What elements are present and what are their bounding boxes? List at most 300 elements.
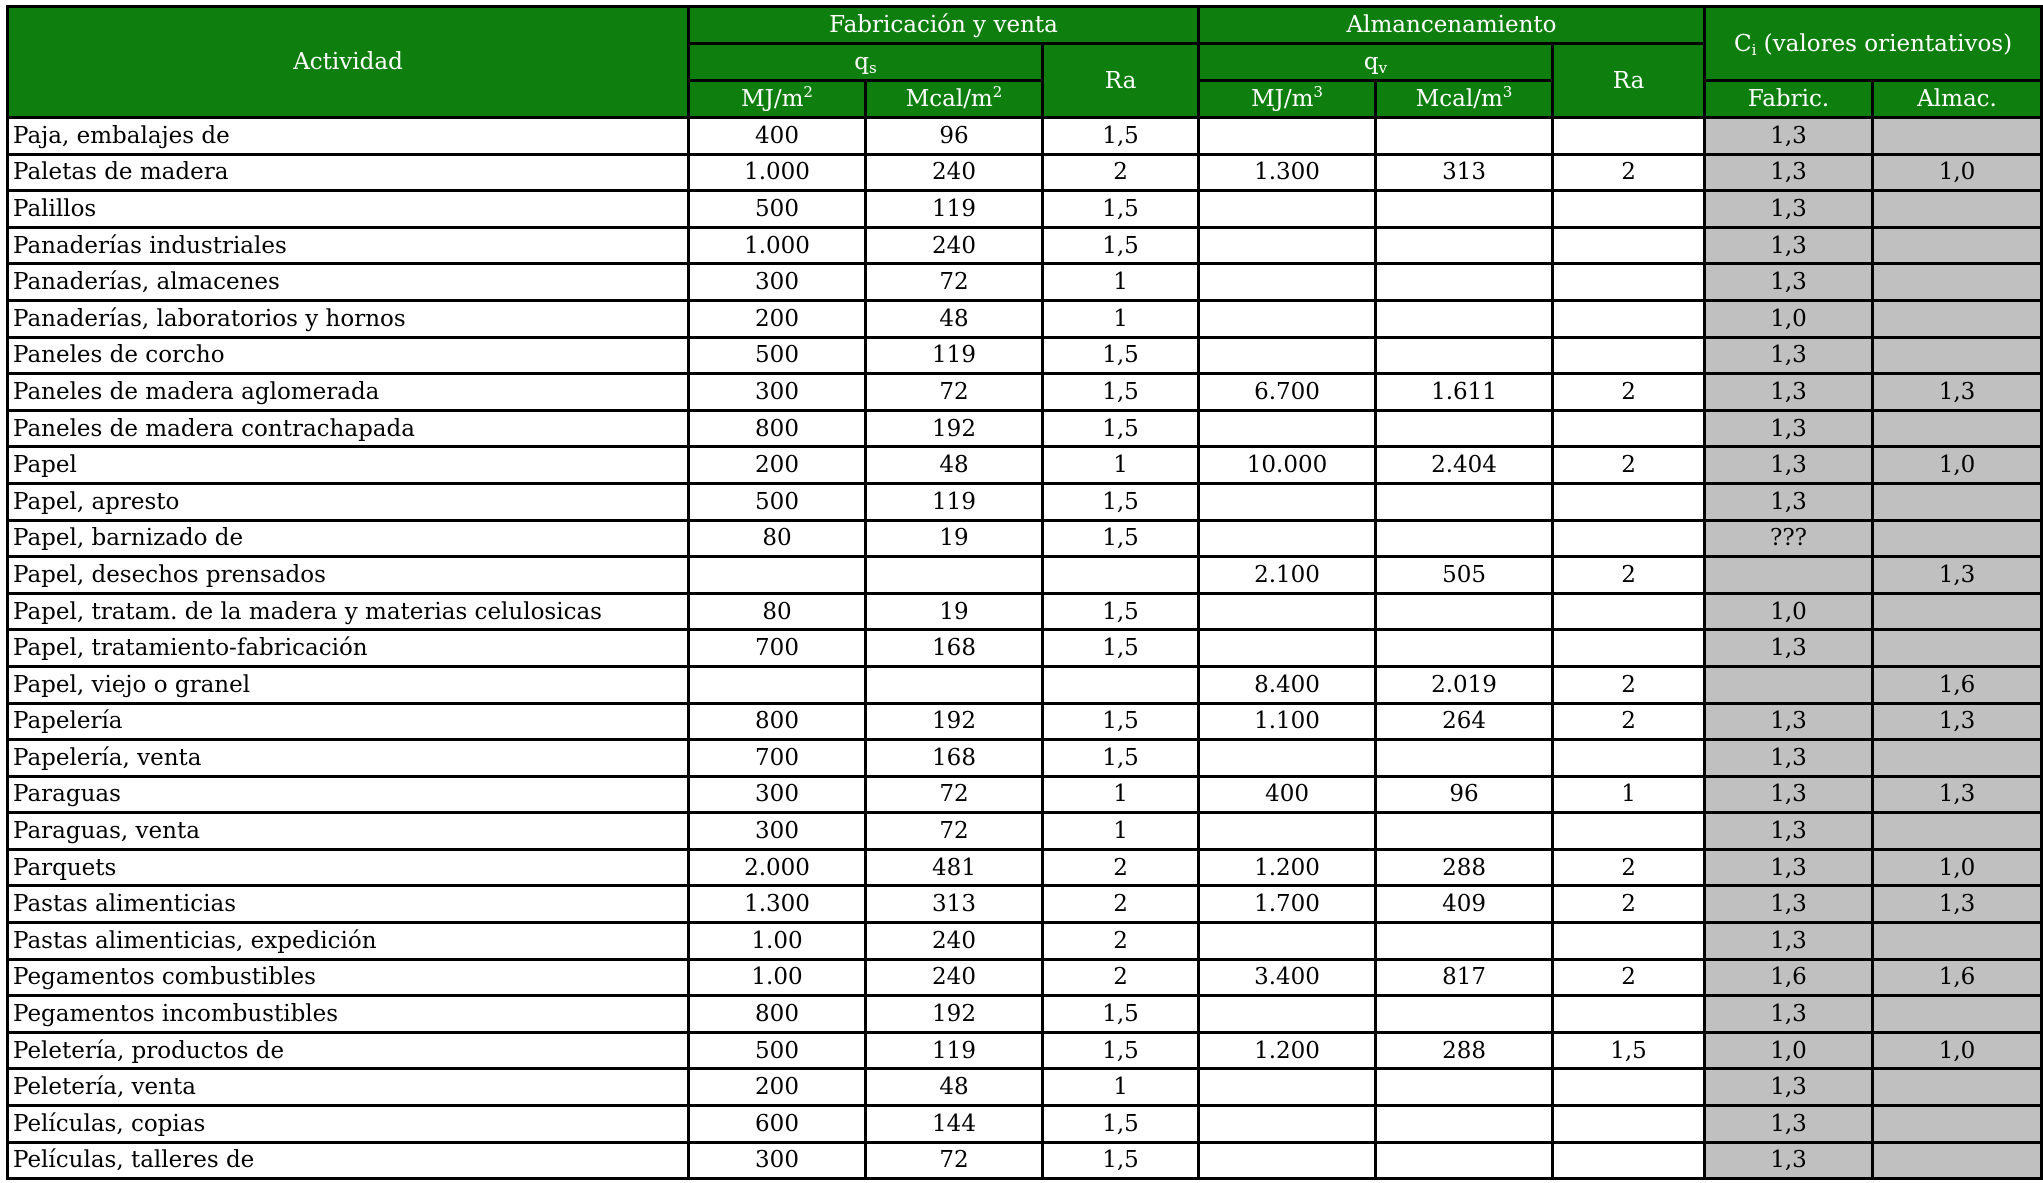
cell-ra-almacenamiento bbox=[1553, 630, 1705, 667]
cell-qs-mj-m2: 500 bbox=[689, 191, 866, 228]
cell-ra-fabricacion: 2 bbox=[1043, 154, 1199, 191]
table-row bbox=[8, 593, 2042, 630]
cell-qs-mcal-m2: 240 bbox=[866, 154, 1043, 191]
cell-ci-almac bbox=[1873, 520, 2042, 557]
cell-ci-fabric: 1,3 bbox=[1705, 923, 1873, 960]
cell-qs-mj-m2: 200 bbox=[689, 447, 866, 484]
header-ra-fabricacion: Ra bbox=[1043, 44, 1199, 118]
cell-ra-almacenamiento bbox=[1553, 593, 1705, 630]
cell-ci-almac bbox=[1873, 923, 2042, 960]
cell-actividad: Pastas alimenticias bbox=[8, 886, 689, 923]
cell-ci-fabric: 1,3 bbox=[1705, 1069, 1873, 1106]
cell-actividad: Papel, tratamiento-fabricación bbox=[8, 630, 689, 667]
cell-ra-fabricacion: 1,5 bbox=[1043, 593, 1199, 630]
cell-ra-almacenamiento bbox=[1553, 520, 1705, 557]
cell-ra-fabricacion: 1,5 bbox=[1043, 740, 1199, 777]
cell-qs-mcal-m2: 192 bbox=[866, 703, 1043, 740]
header-ci: $C_i$ (valores orientativos) bbox=[1705, 7, 2042, 81]
cell-qs-mcal-m2: 119 bbox=[866, 337, 1043, 374]
cell-ci-fabric: 1,3 bbox=[1705, 227, 1873, 264]
cell-qv-mj-m3 bbox=[1199, 630, 1376, 667]
cell-ra-fabricacion: 2 bbox=[1043, 923, 1199, 960]
cell-ci-almac: 1,0 bbox=[1873, 849, 2042, 886]
cell-qs-mcal-m2: 48 bbox=[866, 1069, 1043, 1106]
cell-qv-mcal-m3: 96 bbox=[1376, 776, 1553, 813]
cell-ra-fabricacion: 1,5 bbox=[1043, 520, 1199, 557]
cell-ci-almac: 1,0 bbox=[1873, 447, 2042, 484]
cell-ci-almac: 1,3 bbox=[1873, 776, 2042, 813]
table-row bbox=[8, 666, 2042, 703]
cell-qv-mcal-m3 bbox=[1376, 410, 1553, 447]
table-row bbox=[8, 813, 2042, 850]
cell-qv-mj-m3 bbox=[1199, 118, 1376, 155]
cell-qs-mcal-m2: 72 bbox=[866, 374, 1043, 411]
cell-qs-mj-m2: 800 bbox=[689, 996, 866, 1033]
cell-ci-almac: 1,3 bbox=[1873, 886, 2042, 923]
cell-ra-fabricacion: 1,5 bbox=[1043, 410, 1199, 447]
table-row bbox=[8, 374, 2042, 411]
activity-fire-load-table bbox=[6, 5, 2043, 1180]
cell-ra-almacenamiento bbox=[1553, 813, 1705, 850]
table-header bbox=[8, 7, 2042, 118]
cell-ra-fabricacion: 1,5 bbox=[1043, 1106, 1199, 1143]
cell-ci-almac bbox=[1873, 300, 2042, 337]
cell-ci-almac: 1,6 bbox=[1873, 666, 2042, 703]
cell-ra-almacenamiento: 2 bbox=[1553, 886, 1705, 923]
table-row bbox=[8, 447, 2042, 484]
table-row bbox=[8, 410, 2042, 447]
cell-ci-fabric: 1,3 bbox=[1705, 740, 1873, 777]
table-row bbox=[8, 483, 2042, 520]
cell-ci-fabric: 1,3 bbox=[1705, 1106, 1873, 1143]
cell-actividad: Paraguas bbox=[8, 776, 689, 813]
cell-ci-fabric: 1,3 bbox=[1705, 996, 1873, 1033]
cell-qs-mj-m2: 1.000 bbox=[689, 227, 866, 264]
cell-qv-mj-m3: 10.000 bbox=[1199, 447, 1376, 484]
cell-ra-fabricacion: 2 bbox=[1043, 959, 1199, 996]
cell-qs-mj-m2: 300 bbox=[689, 776, 866, 813]
cell-actividad: Pegamentos combustibles bbox=[8, 959, 689, 996]
cell-ra-almacenamiento bbox=[1553, 410, 1705, 447]
cell-qv-mj-m3: 6.700 bbox=[1199, 374, 1376, 411]
cell-ci-fabric: 1,6 bbox=[1705, 959, 1873, 996]
cell-qs-mcal-m2: 72 bbox=[866, 813, 1043, 850]
cell-qv-mcal-m3 bbox=[1376, 118, 1553, 155]
cell-qs-mj-m2: 1.000 bbox=[689, 154, 866, 191]
cell-ra-almacenamiento: 2 bbox=[1553, 666, 1705, 703]
cell-ra-fabricacion: 1 bbox=[1043, 813, 1199, 850]
cell-qs-mj-m2: 200 bbox=[689, 300, 866, 337]
cell-ci-fabric: 1,3 bbox=[1705, 849, 1873, 886]
cell-qs-mj-m2: 2.000 bbox=[689, 849, 866, 886]
cell-ci-fabric: 1,3 bbox=[1705, 483, 1873, 520]
cell-qs-mj-m2: 300 bbox=[689, 264, 866, 301]
cell-actividad: Paletas de madera bbox=[8, 154, 689, 191]
table-row bbox=[8, 849, 2042, 886]
cell-ci-fabric: 1,3 bbox=[1705, 337, 1873, 374]
cell-qs-mcal-m2: 119 bbox=[866, 483, 1043, 520]
cell-ra-almacenamiento bbox=[1553, 191, 1705, 228]
cell-ci-fabric: 1,3 bbox=[1705, 447, 1873, 484]
cell-qs-mj-m2: 800 bbox=[689, 410, 866, 447]
cell-ci-fabric: 1,3 bbox=[1705, 813, 1873, 850]
cell-ci-fabric bbox=[1705, 666, 1873, 703]
cell-qv-mcal-m3: 2.019 bbox=[1376, 666, 1553, 703]
cell-ra-fabricacion: 1 bbox=[1043, 1069, 1199, 1106]
cell-ci-almac bbox=[1873, 1069, 2042, 1106]
table-row bbox=[8, 191, 2042, 228]
cell-qv-mcal-m3 bbox=[1376, 593, 1553, 630]
cell-ci-fabric: 1,3 bbox=[1705, 410, 1873, 447]
cell-qv-mcal-m3 bbox=[1376, 630, 1553, 667]
cell-ra-fabricacion: 1 bbox=[1043, 300, 1199, 337]
cell-ci-almac bbox=[1873, 410, 2042, 447]
cell-actividad: Palillos bbox=[8, 191, 689, 228]
cell-ci-almac bbox=[1873, 813, 2042, 850]
cell-qs-mj-m2: 500 bbox=[689, 483, 866, 520]
cell-qv-mj-m3 bbox=[1199, 813, 1376, 850]
cell-ra-fabricacion: 1,5 bbox=[1043, 337, 1199, 374]
table-row bbox=[8, 300, 2042, 337]
cell-ra-almacenamiento bbox=[1553, 1106, 1705, 1143]
cell-actividad: Papelería, venta bbox=[8, 740, 689, 777]
table-row bbox=[8, 1069, 2042, 1106]
cell-qs-mj-m2 bbox=[689, 557, 866, 594]
cell-actividad: Paja, embalajes de bbox=[8, 118, 689, 155]
cell-ci-fabric: 1,3 bbox=[1705, 118, 1873, 155]
cell-qs-mcal-m2: 240 bbox=[866, 227, 1043, 264]
header-mcal-m2: Mcal/$m^2$ bbox=[866, 81, 1043, 118]
cell-qv-mj-m3: 1.300 bbox=[1199, 154, 1376, 191]
cell-ra-fabricacion: 1 bbox=[1043, 447, 1199, 484]
cell-actividad: Papel, desechos prensados bbox=[8, 557, 689, 594]
table-row bbox=[8, 776, 2042, 813]
cell-ci-almac: 1,3 bbox=[1873, 374, 2042, 411]
cell-ci-almac bbox=[1873, 593, 2042, 630]
cell-qv-mj-m3 bbox=[1199, 191, 1376, 228]
cell-qs-mcal-m2: 119 bbox=[866, 1032, 1043, 1069]
cell-qs-mj-m2: 1.00 bbox=[689, 959, 866, 996]
cell-ci-almac bbox=[1873, 740, 2042, 777]
cell-actividad: Películas, copias bbox=[8, 1106, 689, 1143]
cell-ra-fabricacion: 1,5 bbox=[1043, 1142, 1199, 1179]
table-row bbox=[8, 337, 2042, 374]
table-row bbox=[8, 996, 2042, 1033]
cell-ci-almac bbox=[1873, 264, 2042, 301]
header-mj-m3: $MJ/m^3$ bbox=[1199, 81, 1376, 118]
cell-qv-mj-m3 bbox=[1199, 740, 1376, 777]
cell-actividad: Películas, talleres de bbox=[8, 1142, 689, 1179]
table-row bbox=[8, 703, 2042, 740]
cell-actividad: Parquets bbox=[8, 849, 689, 886]
table-row bbox=[8, 557, 2042, 594]
cell-ra-fabricacion: 1,5 bbox=[1043, 1032, 1199, 1069]
cell-qs-mcal-m2: 168 bbox=[866, 630, 1043, 667]
cell-actividad: Papel, tratam. de la madera y materias celulosicas bbox=[8, 593, 689, 630]
table-row bbox=[8, 520, 2042, 557]
cell-qv-mj-m3 bbox=[1199, 520, 1376, 557]
cell-ra-almacenamiento: 2 bbox=[1553, 703, 1705, 740]
header-qs: $q_s$ bbox=[689, 44, 1043, 81]
cell-qs-mcal-m2: 168 bbox=[866, 740, 1043, 777]
cell-qs-mj-m2: 600 bbox=[689, 1106, 866, 1143]
cell-actividad: Papel, barnizado de bbox=[8, 520, 689, 557]
cell-qs-mj-m2: 300 bbox=[689, 374, 866, 411]
cell-ci-fabric: 1,0 bbox=[1705, 300, 1873, 337]
cell-ci-almac bbox=[1873, 118, 2042, 155]
cell-ra-fabricacion: 1,5 bbox=[1043, 227, 1199, 264]
cell-ra-almacenamiento: 1 bbox=[1553, 776, 1705, 813]
cell-ra-fabricacion bbox=[1043, 666, 1199, 703]
cell-ci-almac bbox=[1873, 630, 2042, 667]
cell-qv-mcal-m3 bbox=[1376, 483, 1553, 520]
cell-qv-mj-m3 bbox=[1199, 996, 1376, 1033]
header-actividad: Actividad bbox=[8, 7, 689, 118]
cell-qv-mj-m3: 1.200 bbox=[1199, 849, 1376, 886]
header-ra-almacenamiento: Ra bbox=[1553, 44, 1705, 118]
cell-ci-almac bbox=[1873, 227, 2042, 264]
cell-qv-mcal-m3: 2.404 bbox=[1376, 447, 1553, 484]
cell-qs-mcal-m2 bbox=[866, 557, 1043, 594]
cell-qv-mcal-m3: 288 bbox=[1376, 1032, 1553, 1069]
cell-ci-almac: 1,0 bbox=[1873, 154, 2042, 191]
cell-qs-mcal-m2: 19 bbox=[866, 520, 1043, 557]
cell-ra-fabricacion: 1 bbox=[1043, 264, 1199, 301]
cell-ci-fabric: ??? bbox=[1705, 520, 1873, 557]
cell-ra-almacenamiento: 2 bbox=[1553, 849, 1705, 886]
cell-qv-mcal-m3 bbox=[1376, 923, 1553, 960]
cell-ci-fabric bbox=[1705, 557, 1873, 594]
cell-ci-almac bbox=[1873, 337, 2042, 374]
cell-qv-mj-m3 bbox=[1199, 1069, 1376, 1106]
cell-qv-mj-m3 bbox=[1199, 264, 1376, 301]
cell-qv-mj-m3: 1.200 bbox=[1199, 1032, 1376, 1069]
cell-ra-fabricacion: 1,5 bbox=[1043, 191, 1199, 228]
cell-qv-mcal-m3 bbox=[1376, 1106, 1553, 1143]
cell-qv-mcal-m3: 817 bbox=[1376, 959, 1553, 996]
cell-ra-fabricacion: 1,5 bbox=[1043, 996, 1199, 1033]
header-fabric: Fabric. bbox=[1705, 81, 1873, 118]
cell-ci-fabric: 1,3 bbox=[1705, 1142, 1873, 1179]
cell-ra-almacenamiento bbox=[1553, 923, 1705, 960]
cell-ra-fabricacion: 2 bbox=[1043, 849, 1199, 886]
cell-qs-mcal-m2: 313 bbox=[866, 886, 1043, 923]
cell-ci-fabric: 1,0 bbox=[1705, 1032, 1873, 1069]
cell-ci-fabric: 1,3 bbox=[1705, 630, 1873, 667]
cell-actividad: Paneles de madera aglomerada bbox=[8, 374, 689, 411]
cell-qs-mj-m2 bbox=[689, 666, 866, 703]
cell-ci-fabric: 1,3 bbox=[1705, 191, 1873, 228]
cell-ra-almacenamiento bbox=[1553, 300, 1705, 337]
cell-qv-mcal-m3 bbox=[1376, 1142, 1553, 1179]
cell-qs-mcal-m2: 481 bbox=[866, 849, 1043, 886]
cell-ra-fabricacion: 1,5 bbox=[1043, 630, 1199, 667]
cell-ra-almacenamiento bbox=[1553, 1142, 1705, 1179]
cell-qv-mcal-m3 bbox=[1376, 996, 1553, 1033]
table-row bbox=[8, 1106, 2042, 1143]
cell-qs-mj-m2: 1.00 bbox=[689, 923, 866, 960]
cell-actividad: Paneles de madera contrachapada bbox=[8, 410, 689, 447]
cell-ra-fabricacion: 1,5 bbox=[1043, 374, 1199, 411]
header-almacenamiento: Almancenamiento bbox=[1199, 7, 1705, 44]
cell-qv-mcal-m3: 313 bbox=[1376, 154, 1553, 191]
table-row bbox=[8, 923, 2042, 960]
cell-qs-mcal-m2: 240 bbox=[866, 923, 1043, 960]
cell-ci-almac bbox=[1873, 1142, 2042, 1179]
cell-ci-fabric: 1,3 bbox=[1705, 264, 1873, 301]
cell-qs-mj-m2: 500 bbox=[689, 1032, 866, 1069]
header-fabricacion-venta: Fabricación y venta bbox=[689, 7, 1199, 44]
cell-qv-mcal-m3: 409 bbox=[1376, 886, 1553, 923]
cell-qv-mj-m3 bbox=[1199, 923, 1376, 960]
cell-qv-mcal-m3 bbox=[1376, 740, 1553, 777]
cell-qv-mj-m3: 2.100 bbox=[1199, 557, 1376, 594]
cell-qv-mj-m3 bbox=[1199, 337, 1376, 374]
cell-qv-mcal-m3 bbox=[1376, 191, 1553, 228]
cell-qv-mcal-m3: 288 bbox=[1376, 849, 1553, 886]
cell-ra-almacenamiento: 2 bbox=[1553, 959, 1705, 996]
cell-qs-mcal-m2: 48 bbox=[866, 447, 1043, 484]
cell-ra-almacenamiento bbox=[1553, 227, 1705, 264]
cell-ci-fabric: 1,3 bbox=[1705, 703, 1873, 740]
cell-qv-mj-m3: 400 bbox=[1199, 776, 1376, 813]
cell-actividad: Pegamentos incombustibles bbox=[8, 996, 689, 1033]
cell-ci-almac bbox=[1873, 191, 2042, 228]
cell-actividad: Panaderías industriales bbox=[8, 227, 689, 264]
cell-ci-almac: 1,3 bbox=[1873, 557, 2042, 594]
cell-actividad: Paneles de corcho bbox=[8, 337, 689, 374]
cell-qv-mcal-m3: 1.611 bbox=[1376, 374, 1553, 411]
header-qv: $q_v$ bbox=[1199, 44, 1553, 81]
cell-qv-mcal-m3 bbox=[1376, 337, 1553, 374]
cell-ci-almac bbox=[1873, 1106, 2042, 1143]
cell-qv-mj-m3: 8.400 bbox=[1199, 666, 1376, 703]
cell-ci-almac bbox=[1873, 996, 2042, 1033]
cell-qs-mcal-m2: 96 bbox=[866, 118, 1043, 155]
cell-ci-almac: 1,6 bbox=[1873, 959, 2042, 996]
cell-qs-mj-m2: 1.300 bbox=[689, 886, 866, 923]
cell-qv-mj-m3 bbox=[1199, 483, 1376, 520]
cell-qv-mj-m3: 1.700 bbox=[1199, 886, 1376, 923]
cell-ra-almacenamiento bbox=[1553, 996, 1705, 1033]
cell-actividad: Peletería, venta bbox=[8, 1069, 689, 1106]
cell-ra-almacenamiento bbox=[1553, 483, 1705, 520]
cell-qs-mcal-m2: 19 bbox=[866, 593, 1043, 630]
cell-qv-mcal-m3 bbox=[1376, 520, 1553, 557]
table-row bbox=[8, 1032, 2042, 1069]
cell-qs-mj-m2: 700 bbox=[689, 630, 866, 667]
cell-qs-mcal-m2: 119 bbox=[866, 191, 1043, 228]
cell-ra-almacenamiento: 2 bbox=[1553, 154, 1705, 191]
cell-ci-fabric: 1,3 bbox=[1705, 154, 1873, 191]
cell-qv-mj-m3 bbox=[1199, 1106, 1376, 1143]
table-row bbox=[8, 630, 2042, 667]
cell-actividad: Panaderías, almacenes bbox=[8, 264, 689, 301]
table-row bbox=[8, 154, 2042, 191]
cell-qs-mcal-m2: 144 bbox=[866, 1106, 1043, 1143]
cell-ra-almacenamiento: 2 bbox=[1553, 557, 1705, 594]
cell-ra-fabricacion: 1,5 bbox=[1043, 118, 1199, 155]
cell-actividad: Pastas alimenticias, expedición bbox=[8, 923, 689, 960]
table-row bbox=[8, 1142, 2042, 1179]
cell-qv-mcal-m3: 505 bbox=[1376, 557, 1553, 594]
cell-qs-mj-m2: 800 bbox=[689, 703, 866, 740]
header-mcal-m3: Mcal/$m^3$ bbox=[1376, 81, 1553, 118]
table-body bbox=[8, 118, 2042, 1179]
table-row bbox=[8, 227, 2042, 264]
cell-ra-fabricacion: 1,5 bbox=[1043, 703, 1199, 740]
table-row bbox=[8, 264, 2042, 301]
cell-actividad: Papel, apresto bbox=[8, 483, 689, 520]
cell-qv-mcal-m3 bbox=[1376, 264, 1553, 301]
cell-actividad: Paraguas, venta bbox=[8, 813, 689, 850]
cell-ra-fabricacion: 1 bbox=[1043, 776, 1199, 813]
cell-qv-mcal-m3: 264 bbox=[1376, 703, 1553, 740]
header-almac: Almac. bbox=[1873, 81, 2042, 118]
cell-qs-mcal-m2: 72 bbox=[866, 264, 1043, 301]
cell-qs-mcal-m2: 72 bbox=[866, 1142, 1043, 1179]
cell-qv-mj-m3 bbox=[1199, 1142, 1376, 1179]
cell-qs-mcal-m2: 192 bbox=[866, 410, 1043, 447]
cell-ra-almacenamiento bbox=[1553, 740, 1705, 777]
cell-ra-almacenamiento: 1,5 bbox=[1553, 1032, 1705, 1069]
cell-actividad: Papel bbox=[8, 447, 689, 484]
cell-actividad: Papel, viejo o granel bbox=[8, 666, 689, 703]
cell-qs-mj-m2: 700 bbox=[689, 740, 866, 777]
cell-ra-almacenamiento bbox=[1553, 1069, 1705, 1106]
cell-qs-mcal-m2: 192 bbox=[866, 996, 1043, 1033]
table-row bbox=[8, 886, 2042, 923]
cell-ra-fabricacion bbox=[1043, 557, 1199, 594]
cell-qs-mj-m2: 300 bbox=[689, 813, 866, 850]
table-row bbox=[8, 118, 2042, 155]
cell-qs-mcal-m2 bbox=[866, 666, 1043, 703]
table-row bbox=[8, 959, 2042, 996]
cell-qs-mj-m2: 200 bbox=[689, 1069, 866, 1106]
cell-qv-mj-m3: 1.100 bbox=[1199, 703, 1376, 740]
cell-qv-mj-m3: 3.400 bbox=[1199, 959, 1376, 996]
cell-qv-mj-m3 bbox=[1199, 410, 1376, 447]
cell-ci-fabric: 1,3 bbox=[1705, 886, 1873, 923]
cell-qs-mcal-m2: 240 bbox=[866, 959, 1043, 996]
cell-qs-mj-m2: 80 bbox=[689, 520, 866, 557]
cell-qv-mcal-m3 bbox=[1376, 813, 1553, 850]
cell-qs-mj-m2: 300 bbox=[689, 1142, 866, 1179]
cell-qv-mj-m3 bbox=[1199, 593, 1376, 630]
cell-qs-mj-m2: 500 bbox=[689, 337, 866, 374]
cell-ci-almac: 1,0 bbox=[1873, 1032, 2042, 1069]
cell-ci-almac: 1,3 bbox=[1873, 703, 2042, 740]
cell-ci-fabric: 1,3 bbox=[1705, 374, 1873, 411]
cell-actividad: Peletería, productos de bbox=[8, 1032, 689, 1069]
cell-ra-almacenamiento: 2 bbox=[1553, 447, 1705, 484]
cell-ra-fabricacion: 2 bbox=[1043, 886, 1199, 923]
cell-qv-mj-m3 bbox=[1199, 300, 1376, 337]
cell-qs-mcal-m2: 72 bbox=[866, 776, 1043, 813]
cell-ci-almac bbox=[1873, 483, 2042, 520]
cell-ra-almacenamiento bbox=[1553, 118, 1705, 155]
cell-ra-almacenamiento bbox=[1553, 337, 1705, 374]
cell-qv-mj-m3 bbox=[1199, 227, 1376, 264]
cell-ra-almacenamiento: 2 bbox=[1553, 374, 1705, 411]
cell-ra-fabricacion: 1,5 bbox=[1043, 483, 1199, 520]
cell-qs-mj-m2: 400 bbox=[689, 118, 866, 155]
header-mj-m2: $MJ/m^2$ bbox=[689, 81, 866, 118]
cell-qv-mcal-m3 bbox=[1376, 300, 1553, 337]
table-row bbox=[8, 740, 2042, 777]
cell-qs-mj-m2: 80 bbox=[689, 593, 866, 630]
cell-ci-fabric: 1,0 bbox=[1705, 593, 1873, 630]
